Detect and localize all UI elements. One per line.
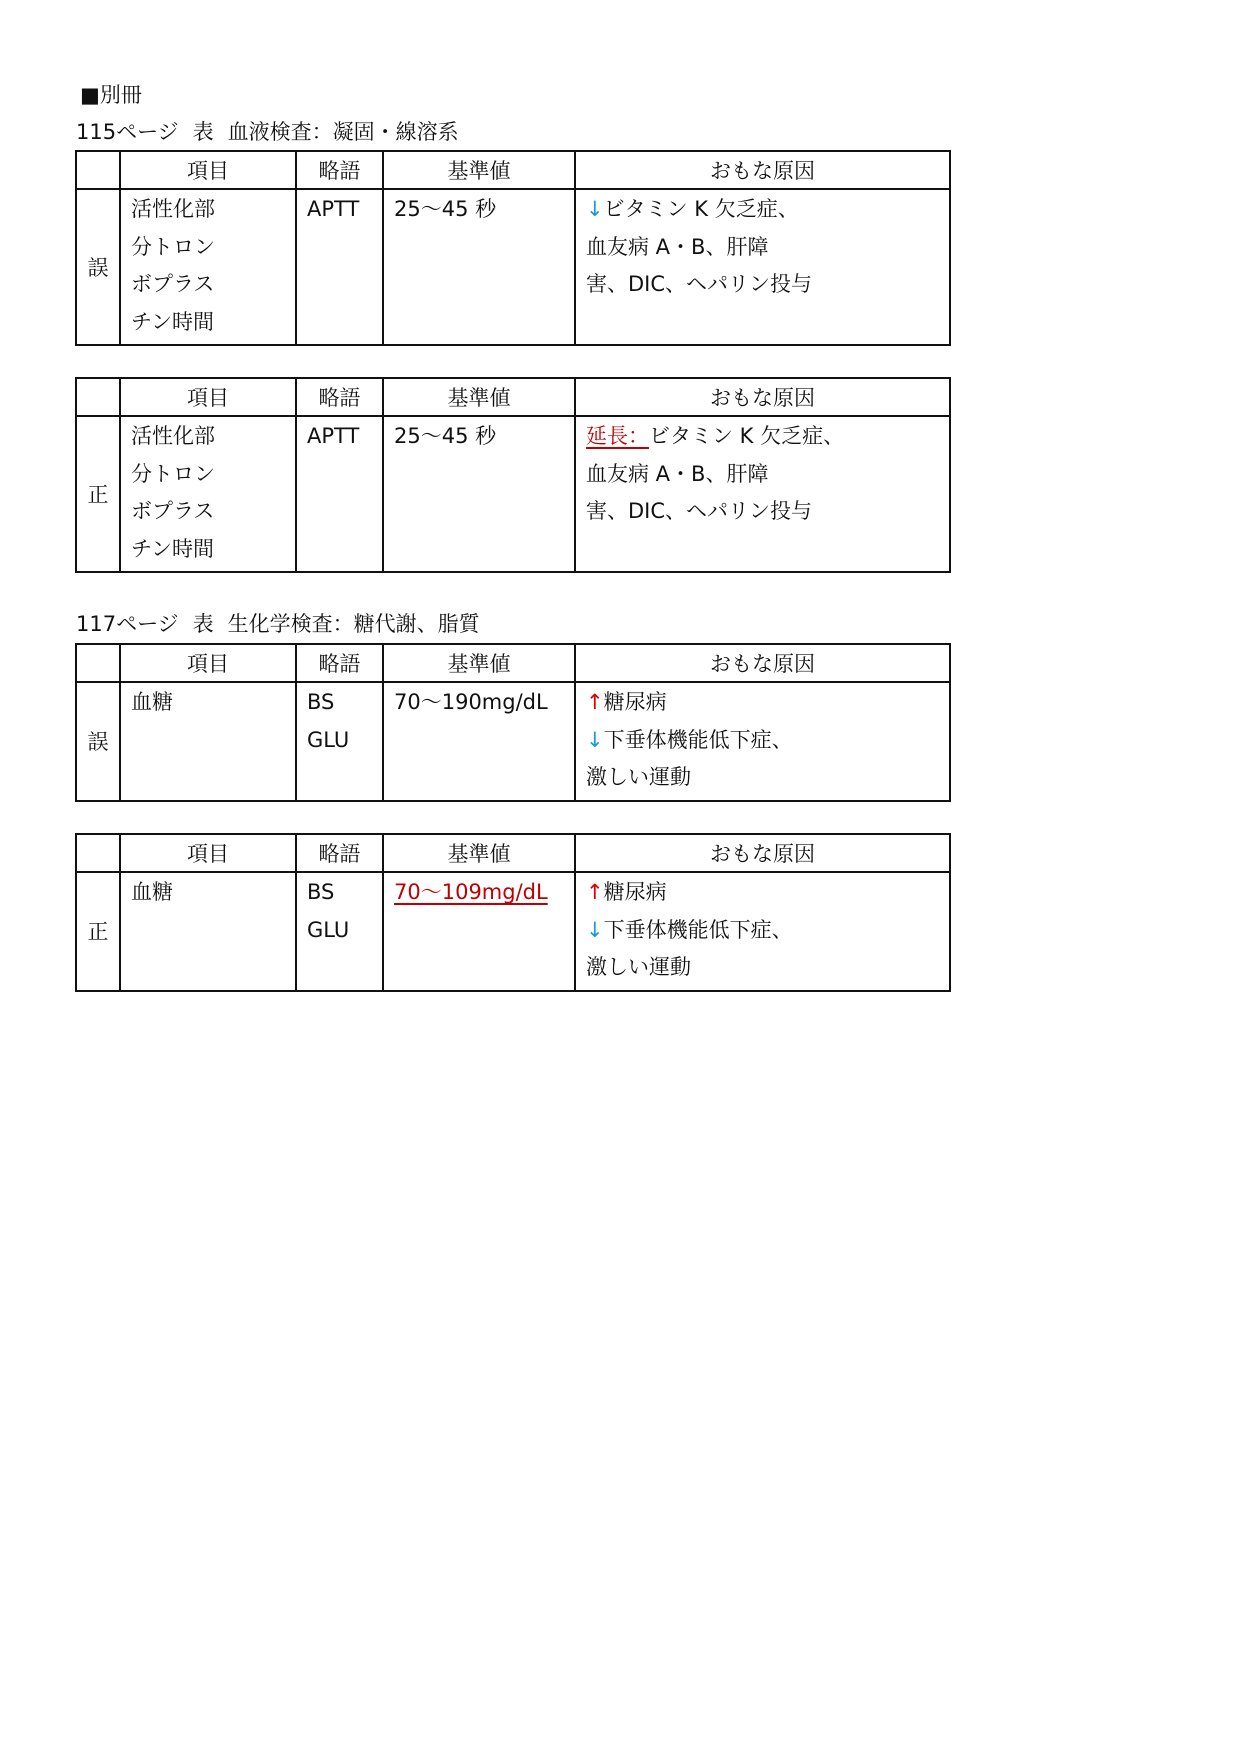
item-line: 血糖 [131, 880, 173, 904]
corrected-ref-value: 70～109mg/dL [394, 880, 548, 904]
table-header-row [76, 151, 950, 189]
header-ref: 基準値 [383, 151, 575, 189]
caption-kind: 表 [192, 120, 214, 144]
arrow-down-icon: ↓ [586, 727, 604, 752]
item-line: ボプラス [131, 499, 215, 523]
abbr-cell [296, 682, 383, 801]
arrow-down-icon: ↓ [586, 197, 604, 221]
item-line: 血糖 [131, 690, 173, 714]
cause-line: ↓下垂体機能低下症、 [586, 917, 793, 942]
cause-line: ↑糖尿病 [586, 880, 667, 904]
table-header-row [76, 834, 950, 872]
item-cell [120, 682, 296, 801]
abbr-cell [296, 872, 383, 991]
mark-correct: 正 [76, 416, 120, 572]
table-header-row [76, 644, 950, 682]
caption-kind: 表 [192, 612, 214, 636]
caption-page-117 [76, 611, 480, 637]
errata-table-115-incorrect [75, 150, 951, 346]
ref-cell [383, 682, 575, 801]
header-item: 項目 [120, 834, 296, 872]
header-abbr: 略語 [296, 151, 383, 189]
item-cell [120, 872, 296, 991]
arrow-up-icon: ↑ [586, 690, 604, 714]
table-header-row [76, 378, 950, 416]
header-ref: 基準値 [383, 644, 575, 682]
header-causes: おもな原因 [575, 151, 950, 189]
caption-page: 115ページ [76, 120, 179, 144]
item-line: チン時間 [131, 536, 214, 561]
item-cell [120, 189, 296, 345]
item-line: ボプラス [131, 272, 215, 296]
cause-line: ↓ビタミン K 欠乏症、 [586, 197, 799, 221]
causes-cell [575, 872, 950, 991]
header-abbr: 略語 [296, 644, 383, 682]
abbr-cell [296, 189, 383, 345]
causes-cell [575, 189, 950, 345]
header-item: 項目 [120, 151, 296, 189]
ref-value: 25～45 秒 [394, 424, 497, 448]
item-cell [120, 416, 296, 572]
ref-value [394, 877, 574, 915]
causes-cell [575, 682, 950, 801]
cause-line: 害、DIC、ヘパリン投与 [586, 272, 813, 296]
abbr-line: APTT [307, 197, 360, 221]
table-row [76, 872, 950, 991]
cause-line: ↓下垂体機能低下症、 [586, 727, 793, 752]
abbr-line: BS [307, 690, 335, 714]
header-causes: おもな原因 [575, 644, 950, 682]
cause-line: ↑糖尿病 [586, 690, 667, 714]
cause-line: 延長：ビタミン K 欠乏症、 [586, 424, 845, 448]
item-line: 活性化部 [131, 424, 215, 448]
item-line: 活性化部 [131, 197, 215, 221]
arrow-down-icon: ↓ [586, 917, 604, 942]
abbr-cell [296, 416, 383, 572]
header-item: 項目 [120, 378, 296, 416]
abbr-line: APTT [307, 424, 360, 448]
header-corner [76, 834, 120, 872]
caption-page-115 [76, 119, 459, 145]
header-abbr: 略語 [296, 378, 383, 416]
correction-prefix: 延長： [586, 424, 649, 448]
header-corner [76, 378, 120, 416]
abbr-line: GLU [307, 727, 350, 752]
abbr-line: GLU [307, 917, 350, 942]
header-ref: 基準値 [383, 834, 575, 872]
header-corner [76, 151, 120, 189]
table-row [76, 416, 950, 572]
caption-page: 117ページ [76, 612, 179, 636]
ref-cell [383, 416, 575, 572]
header-corner [76, 644, 120, 682]
header-causes: おもな原因 [575, 834, 950, 872]
ref-value: 70～190mg/dL [394, 690, 548, 714]
header-item: 項目 [120, 644, 296, 682]
cause-line: 激しい運動 [586, 765, 691, 789]
cause-line: 血友病 A・B、肝障 [586, 234, 769, 259]
errata-table-117-correct [75, 833, 951, 992]
cause-line: 害、DIC、ヘパリン投与 [586, 499, 813, 523]
causes-cell [575, 416, 950, 572]
cause-line: 血友病 A・B、肝障 [586, 461, 769, 486]
caption-title: 生化学検査：糖代謝、脂質 [227, 612, 480, 636]
errata-table-117-incorrect [75, 643, 951, 802]
table-row [76, 682, 950, 801]
ref-value: 25～45 秒 [394, 197, 497, 221]
item-line: チン時間 [131, 309, 214, 334]
arrow-up-icon: ↑ [586, 880, 604, 904]
mark-incorrect: 誤 [76, 682, 120, 801]
ref-cell [383, 189, 575, 345]
header-ref: 基準値 [383, 378, 575, 416]
mark-incorrect: 誤 [76, 189, 120, 345]
mark-correct: 正 [76, 872, 120, 991]
caption-title: 血液検査：凝固・線溶系 [227, 120, 459, 144]
table-row [76, 189, 950, 345]
item-line: 分トロン [131, 461, 215, 486]
ref-cell [383, 872, 575, 991]
section-label: ■別冊 [80, 83, 142, 107]
header-abbr: 略語 [296, 834, 383, 872]
abbr-line: BS [307, 880, 335, 904]
header-causes: おもな原因 [575, 378, 950, 416]
errata-table-115-correct [75, 377, 951, 573]
item-line: 分トロン [131, 234, 215, 259]
cause-line: 激しい運動 [586, 955, 691, 979]
